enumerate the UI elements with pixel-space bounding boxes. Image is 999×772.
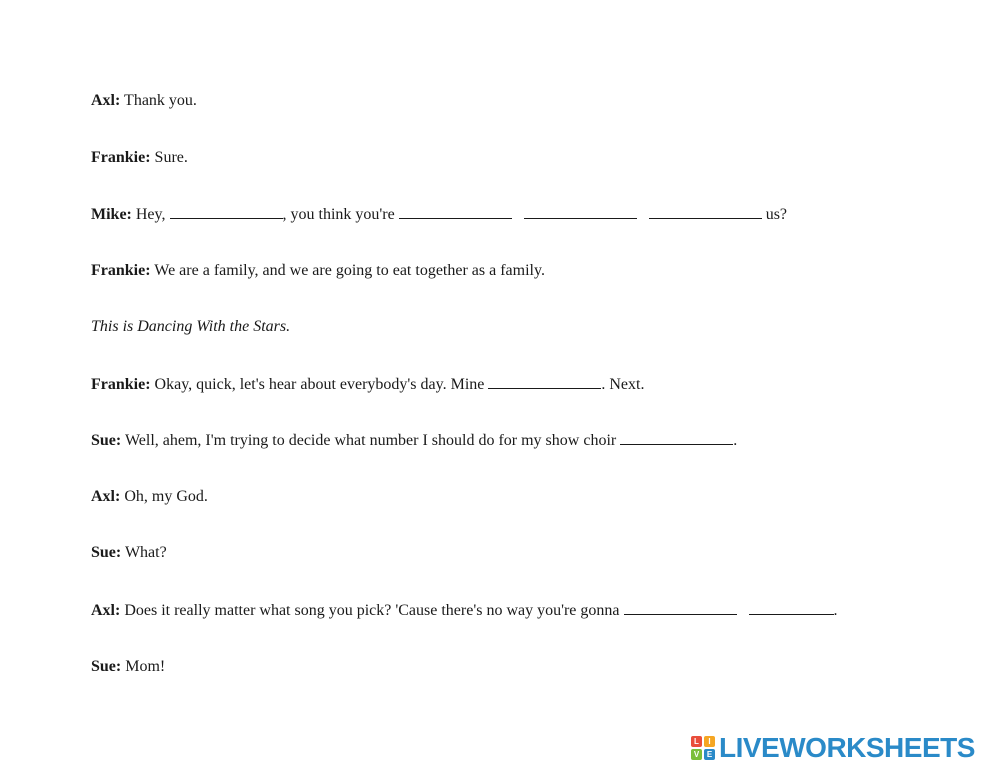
dialogue-line-9 bbox=[91, 543, 167, 563]
dialogue-text: . Next. bbox=[601, 376, 645, 393]
dialogue-line-3 bbox=[91, 204, 787, 225]
dialogue-text: Mom! bbox=[121, 658, 166, 675]
logo-cell: V bbox=[691, 749, 702, 760]
dialogue-text: Does it really matter what song you pick? 'Cause there's no way you're gonna bbox=[120, 602, 624, 619]
dialogue-text: Okay, quick, let's hear about everybody's day. Mine bbox=[150, 376, 489, 393]
answer-blank-6[interactable] bbox=[620, 430, 733, 445]
speaker-name: Frankie: bbox=[91, 262, 151, 279]
dialogue-text: Hey, bbox=[131, 206, 170, 223]
speaker-name: Sue: bbox=[91, 544, 122, 561]
speaker-name: Axl: bbox=[91, 92, 121, 109]
speaker-name: Frankie: bbox=[91, 376, 151, 393]
answer-blank-7[interactable] bbox=[624, 600, 737, 615]
dialogue-line-4 bbox=[91, 261, 545, 281]
dialogue-text: We are a family, and we are going to eat together as a family. bbox=[150, 262, 545, 279]
answer-blank-1[interactable] bbox=[170, 204, 283, 219]
speaker-name: Sue: bbox=[91, 432, 122, 449]
stage-direction-text: This is Dancing With the Stars. bbox=[91, 318, 291, 335]
dialogue-line-1 bbox=[91, 91, 197, 111]
dialogue-text: Sure. bbox=[150, 149, 188, 166]
dialogue-text: . bbox=[833, 602, 838, 619]
dialogue-text: us? bbox=[761, 206, 788, 223]
answer-blank-2[interactable] bbox=[399, 204, 512, 219]
logo-cell: L bbox=[691, 736, 702, 747]
dialogue-line-8 bbox=[91, 487, 208, 507]
speaker-name: Axl: bbox=[91, 488, 121, 505]
liveworksheets-logo bbox=[691, 732, 975, 764]
dialogue-line-2 bbox=[91, 148, 188, 168]
dialogue-line-10 bbox=[91, 600, 838, 621]
dialogue-text: Well, ahem, I'm trying to decide what number I should do for my show choir bbox=[121, 432, 621, 449]
answer-blank-8[interactable] bbox=[749, 600, 834, 615]
dialogue-text: Oh, my God. bbox=[120, 488, 208, 505]
dialogue-line-11 bbox=[91, 657, 165, 677]
logo-cell: E bbox=[704, 749, 715, 760]
logo-cell: I bbox=[704, 736, 715, 747]
dialogue-text: Thank you. bbox=[120, 92, 197, 109]
speaker-name: Axl: bbox=[91, 602, 121, 619]
stage-direction bbox=[91, 317, 290, 337]
answer-blank-4[interactable] bbox=[649, 204, 762, 219]
speaker-name: Mike: bbox=[91, 206, 132, 223]
dialogue-text: , you think you're bbox=[282, 206, 399, 223]
speaker-name: Sue: bbox=[91, 658, 122, 675]
dialogue-text: What? bbox=[121, 544, 167, 561]
dialogue-line-7 bbox=[91, 430, 737, 451]
logo-mark-icon bbox=[691, 736, 715, 760]
dialogue-line-6 bbox=[91, 374, 644, 395]
brand-name: LIVEWORKSHEETS bbox=[719, 732, 975, 763]
speaker-name: Frankie: bbox=[91, 149, 151, 166]
answer-blank-3[interactable] bbox=[524, 204, 637, 219]
dialogue-text: . bbox=[733, 432, 738, 449]
answer-blank-5[interactable] bbox=[488, 374, 601, 389]
